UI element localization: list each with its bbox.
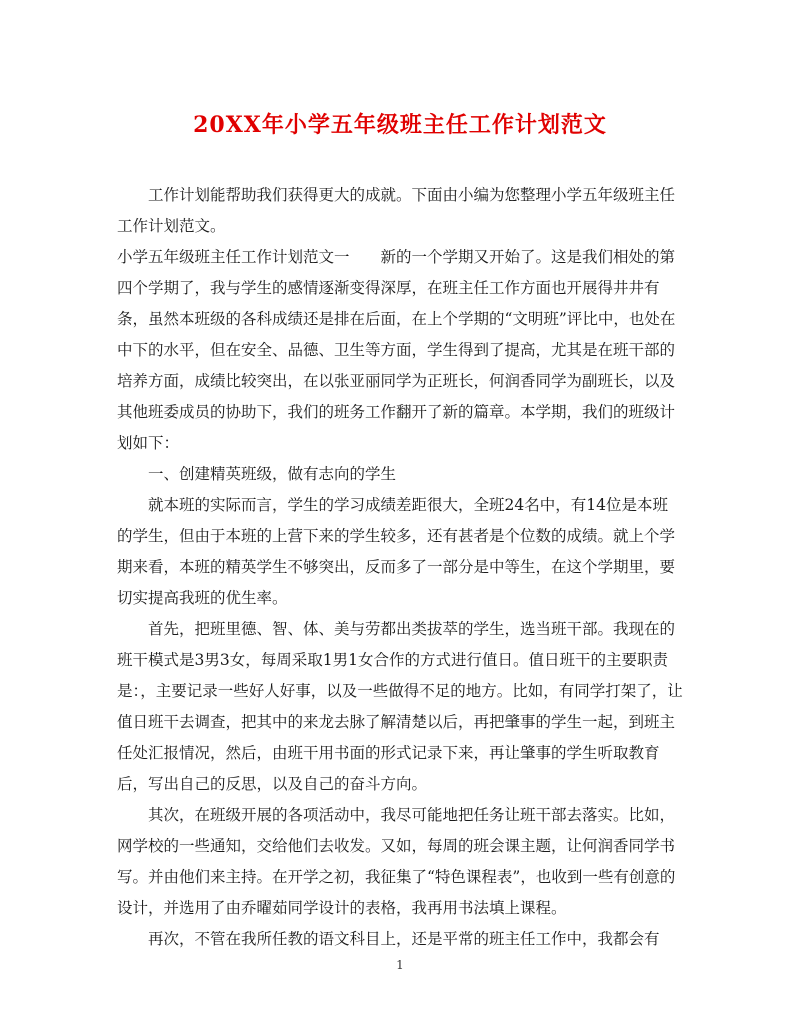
body-paragraph: 其次，在班级开展的各项活动中，我尽可能地把任务让班干部去落实。比如，网学校的一些通知，交给他们去收发。又如，每周的班会课主题，让何润香同学书写。并由他们来主持。在开学之初，我征集了“特色课程表”，也收到一些有创意的设计，并选用了由乔曜茹同学设计的表格，我再用书法填上课程。	[117, 806, 676, 917]
document-title: 20XX年小学五年级班主任工作计划范文	[193, 112, 607, 138]
section-heading: 一、创建精英班级，做有志向的学生	[148, 465, 397, 483]
body-paragraph: 小学五年级班主任工作计划范文一 新的一个学期又开始了。这是我们相处的第四个学期了，我与学生的感情逐渐变得深厚，在班主任工作方面也开展得井井有条，虽然本班级的各科成绩还是排在后面，在上个学期的“文明班”评比中，也处在中下的水平，但在安全、品德、卫生等方面，学生得到了提高，尤其是在班干部的培养方面，成绩比较突出，在以张亚丽同学为正班长，何润香同学为副班长，以及其他班委成员的协助下，我们的班务工作翻开了新的篇章。本学期，我们的班级计划如下：	[117, 248, 676, 452]
body-paragraph: 再次，不管在我所任教的语文科目上，还是平常的班主任工作中，我都会有	[148, 930, 660, 948]
intro-paragraph: 工作计划能帮助我们获得更大的成就。下面由小编为您整理小学五年级班主任工作计划范文。	[117, 186, 676, 235]
document-body	[117, 180, 683, 955]
body-paragraph: 首先，把班里德、智、体、美与劳都出类拔萃的学生，选当班干部。我现在的班干模式是3男3女，每周采取1男1女合作的方式进行值日。值日班干的主要职责是：，主要记录一些好人好事，以及一些做得不足的地方。比如，有同学打架了，让值日班干去调查，把其中的来龙去脉了解清楚以后，再把肇事的学生一起，到班主任处汇报情况，然后，由班干用书面的形式记录下来，再让肇事的学生听取教育后，写出自己的反思，以及自己的奋斗方向。	[117, 620, 683, 793]
body-paragraph: 就本班的实际而言，学生的学习成绩差距很大，全班24名中，有14位是本班的学生，但由于本班的上营下来的学生较多，还有甚者是个位数的成绩。就上个学期来看，本班的精英学生不够突出，反而多了一部分是中等生，在这个学期里，要切实提高我班的优生率。	[117, 496, 676, 607]
page-number: 1	[396, 958, 404, 972]
